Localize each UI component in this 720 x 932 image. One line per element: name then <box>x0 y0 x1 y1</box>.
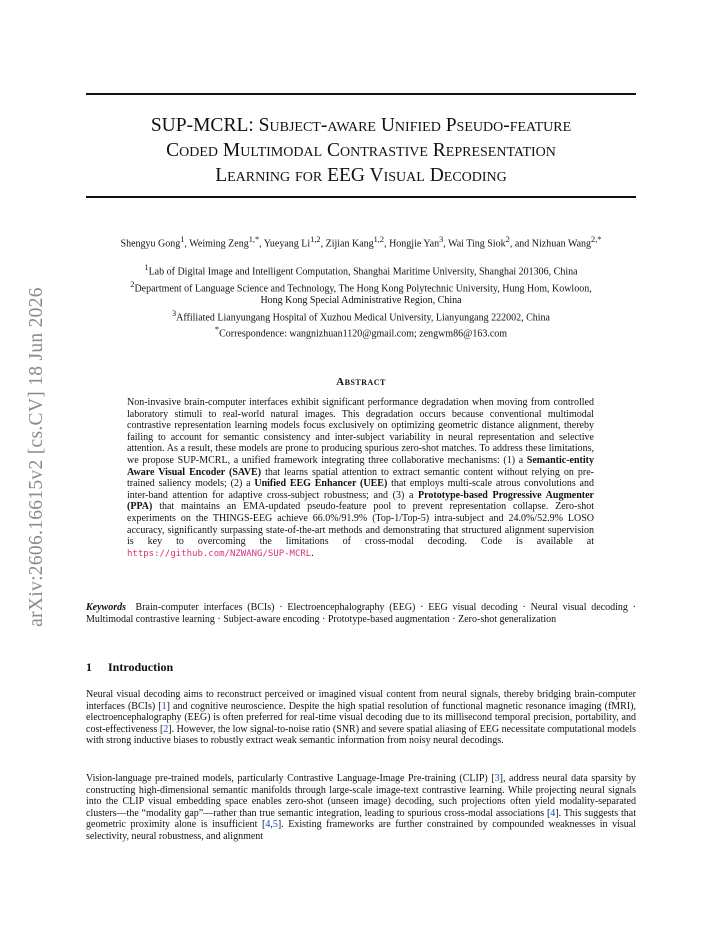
para-text: Vision-language pre-trained models, particularly Contrastive Language-Image Pre-training (CLIP) [ <box>86 773 495 784</box>
keywords-text: Brain-computer interfaces (BCIs) · Electroencephalography (EEG) · EEG visual decoding · Neural visual decoding · Multimodal contrastive learning · Subject-aware encoding · Prototype-based augmentation · Zero-shot generalization <box>86 602 637 625</box>
code-link[interactable]: https://github.com/NZWANG/SUP-MCRL <box>127 548 312 559</box>
correspondence <box>60 324 662 341</box>
para-text: ]. However, the low signal-to-noise ratio (SNR) and severe spatial aliasing of EEG necessitate computational models with strong inductive biases to robustly extract weak semantic information from noisy neural decodings. <box>86 723 636 747</box>
author-affil-mark: 2 <box>505 235 510 244</box>
affil-text: Affiliated Lianyungang Hospital of Xuzhou Medical University, Lianyungang 222002, China <box>176 311 550 323</box>
author-affil-mark: 1,2 <box>373 235 385 244</box>
author-affil-mark: 3 <box>439 235 444 244</box>
author-name: Zijian Kang <box>325 238 374 250</box>
abstract-text: that learns spatial attention to extract semantic content without relying on pre-trained saliency models; (2) a <box>127 466 594 490</box>
affiliation-1 <box>60 262 662 279</box>
para-text: , <box>270 819 273 831</box>
author-name: Hongjie Yan <box>389 238 440 250</box>
affiliation-2-cont: Hong Kong Special Administrative Region, China <box>260 295 462 307</box>
paper-title <box>86 113 636 188</box>
affiliation-2 <box>60 279 662 296</box>
title-line-3: Learning for EEG Visual Decoding <box>215 165 507 186</box>
affil-mark: 1 <box>144 263 149 272</box>
author-name: Yueyang Li <box>263 238 311 250</box>
section-number: 1 <box>86 660 92 674</box>
citation-link[interactable]: 5 <box>272 819 278 831</box>
keywords-label: Keywords <box>86 602 126 613</box>
correspondence-text: Correspondence: wangnizhuan1120@gmail.com; zengwm86@163.com <box>219 328 508 340</box>
abstract-text: Non-invasive brain-computer interfaces exhibit significant performance degradation when moving from controlled laboratory stimuli to real-world natural images. This degradation occurs because conventional multimodal contrastive representation learning models focus exclusively on optimizing geometric distance alignment, thereby failing to account for semantic consistency and inter-subject variability in neural representation and selective attention. As a result, these models are prone to producing spurious zero-shot matches. To address these limitations, we propose SUP-MCRL, a unified framework integrating three collaborative mechanisms: (1) a <box>127 397 594 466</box>
abstract-bold: Prototype-based Progressive Augmenter (PPA) <box>127 489 594 513</box>
author-name: Weiming Zeng <box>189 238 249 250</box>
citation-link[interactable]: 1 <box>161 700 167 712</box>
author-affil-mark: 2,* <box>591 235 602 244</box>
para-text: ]. This suggests that geometric proximity alone is insufficient [ <box>86 807 636 831</box>
arxiv-identifier: arXiv:2606.16615v2 [cs.CV] 18 Jun 2026 <box>26 287 47 627</box>
title-line-1: SUP-MCRL: Subject-aware Unified Pseudo-feature <box>150 115 572 136</box>
abstract-bold: Semantic-entity Aware Visual Encoder (SAVE) <box>127 454 594 478</box>
author-affil-mark: 1,* <box>248 235 260 244</box>
citation-link[interactable]: 2 <box>163 723 169 735</box>
affil-mark: * <box>214 325 220 335</box>
arxiv-sidebar <box>22 267 52 647</box>
para-text: ]. Existing frameworks are further constrained by compounded weaknesses in visual selectivity, neural robustness, and alignment <box>86 819 636 842</box>
para-text: Neural visual decoding aims to reconstruct perceived or imagined visual content from neural signals, thereby bridging brain-computer interfaces (BCIs) [ <box>86 689 636 712</box>
section-title: Introduction <box>108 660 174 674</box>
abstract-bold: Unified EEG Enhancer (UEE) <box>254 478 388 490</box>
author-affil-mark: 1,2 <box>310 235 321 244</box>
abstract-body <box>127 397 594 560</box>
para-text: ], address neural data sparsity by constructing high-dimensional semantic manifolds through large-scale image-text contrastive learning. While projecting neural signals into the CLIP visual embedding space enables zero-shot (unseen image) decoding, such projections often yield modality-separated clusters—the “modality gap”—rather than true semantic integration, leading to spurious cross-modal associations [ <box>86 773 636 819</box>
keywords <box>86 602 636 625</box>
abstract-heading: Abstract <box>336 376 386 388</box>
abstract-text: that employs multi-scale atrous convolutions and inter-band attention for adaptive cross-subject robustness; and (3) a <box>127 478 594 501</box>
author-name: Shengyu Gong <box>120 238 181 250</box>
affil-mark: 3 <box>172 308 177 318</box>
affil-text: Department of Language Science and Technology, The Hong Kong Polytechnic University, Hung Hom, Kowloon, <box>134 282 592 294</box>
para-text: ] and cognitive neuroscience. Despite the high spatial resolution of functional magnetic resonance imaging (fMRI), electroencephalography (EEG) is often preferred for real-time visual decoding due to its millisecond temporal precision, portability, and cost-effectiveness [ <box>86 700 636 735</box>
affil-mark: 2 <box>130 279 135 289</box>
author-name: Wai Ting Siok <box>448 238 506 250</box>
author-affil-mark: 1 <box>180 235 185 244</box>
author-list: Shengyu Gong$^1$, Weiming Zeng$^{1,*}$, Yueyang Li$^{1,2}$, Zijian Kang$^{1,2}$, Hongjie Yan$^3$, Wai Ting Siok$^2$, and Nizhuan Wang$^{2,*}$ <box>120 235 602 250</box>
affil-text: Lab of Digital Image and Intelligent Computation, Shanghai Maritime University, Shanghai 201306, China <box>148 266 578 278</box>
citation-link[interactable]: 3 <box>494 773 500 784</box>
title-line-2: Coded Multimodal Contrastive Representation <box>166 140 556 161</box>
author-name: Nizhuan Wang <box>531 238 592 250</box>
affiliation-3 <box>60 308 662 325</box>
title-bottom-rule <box>86 196 636 198</box>
title-top-rule <box>86 93 636 95</box>
abstract-text: that maintains an EMA-updated pseudo-feature pool to prevent representation collapse. Zero-shot experiments on the THINGS-EEG achieve 66.0%/91.9% (Top-1/Top-5) intra-subject and 24.0%/52.9% LOSO accuracy, significantly surpassing state-of-the-art methods and demonstrating that structured alignment supervision is key to overcoming the limitations of cross-modal decoding. Code is available at <box>127 501 594 548</box>
intro-paragraph-1 <box>86 689 636 747</box>
abstract-text: . <box>311 547 314 559</box>
citation-link[interactable]: 4 <box>265 819 271 831</box>
affiliations <box>60 262 662 341</box>
section-heading <box>86 660 173 675</box>
citation-link[interactable]: 4 <box>550 807 556 819</box>
intro-paragraph-2 <box>86 773 636 843</box>
